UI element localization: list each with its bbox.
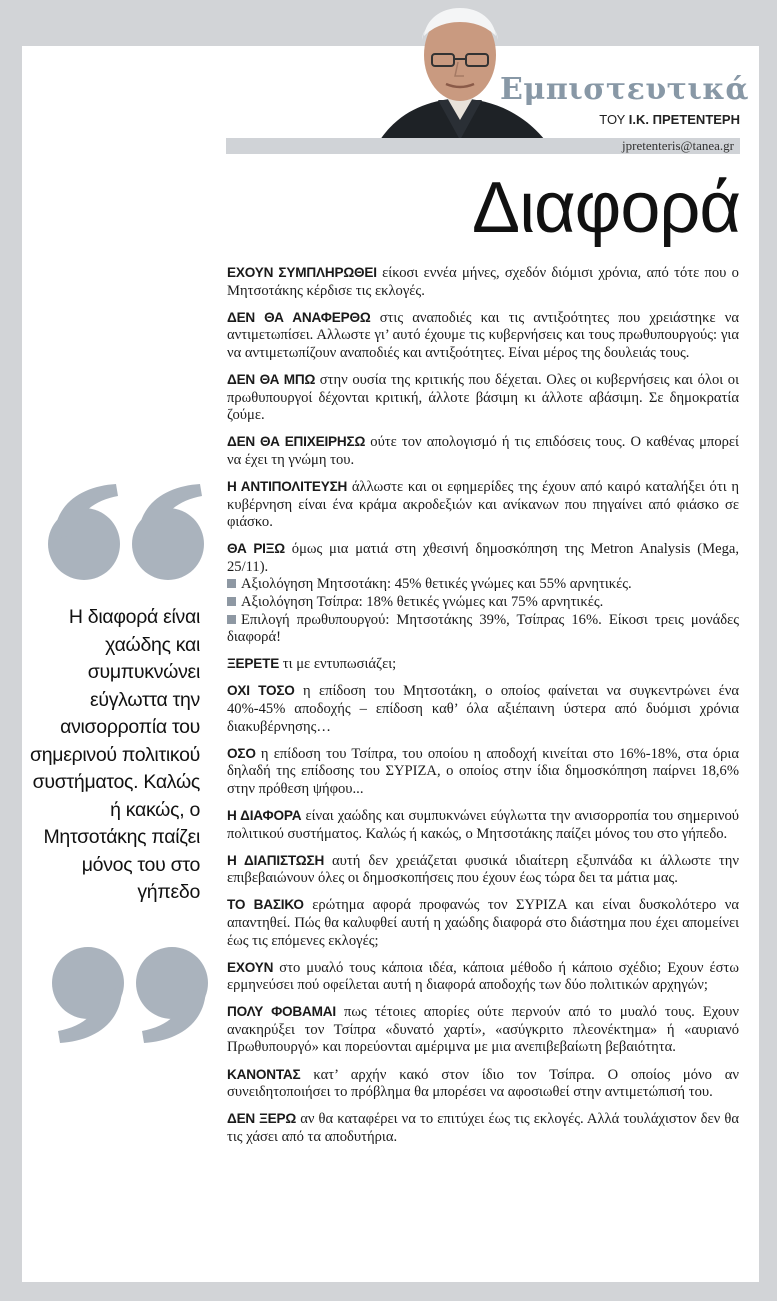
byline-prefix: ΤΟΥ bbox=[599, 112, 626, 127]
paragraph-text: στο μυαλό τους κάποια ιδέα, κάποια μέθοδο ή κάποιο σχέδιο; Εχουν έστω ερμηνεύσει πού οφείλεται αυτή η διαφορά αποδοχής των δύο πολιτικών αρχηγών; bbox=[227, 959, 739, 994]
article-body bbox=[227, 264, 739, 1155]
paragraph-lead: Η ΑΝΤΙΠΟΛΙΤΕΥΣΗ bbox=[227, 478, 348, 494]
paragraph-text: κατ’ αρχήν κακό στον ίδιο τον Τσίπρα. Ο οποίος μόνο αν συνειδητοποιήσει το πρόβλημα θα μπορέσει να αφοσιωθεί στην αντιμετώπισή του. bbox=[227, 1066, 739, 1101]
paragraph bbox=[227, 1003, 739, 1057]
square-bullet-icon bbox=[227, 579, 236, 588]
paragraph-text: αυτή δεν χρειάζεται φυσικά ιδιαίτερη εξυπνάδα κι άλλωστε την επιβεβαιώνουν όλες οι δημοσκοπήσεις που έχουν έως τώρα δει τα μάτια μας. bbox=[227, 852, 739, 887]
paragraph-lead: ΞΕΡΕΤΕ bbox=[227, 656, 280, 672]
paragraph bbox=[227, 682, 739, 736]
paragraph-lead: ΘΑ ΡΙΞΩ bbox=[227, 541, 286, 557]
paragraph bbox=[227, 852, 739, 888]
paragraph-text: η επίδοση του Τσίπρα, του οποίου η αποδοχή κινείται στο 16%-18%, στα όρια δηλαδή της επίδοσης του ΣΥΡΙΖΑ, ο οποίος στην ίδια δημοσκόπηση παίρνει 18,6% στην πρόθεση ψήφου... bbox=[227, 745, 739, 797]
paragraph-text: στις αναποδιές και τις αντιξοότητες που χρειάστηκε να αντιμετωπίσει. Αλλωστε γι’ αυτό έχουμε τις κυβερνήσεις και τους πρωθυπουργούς: για να αντιμετωπίζουν αναποδιές και αντιξοότητες. Είναι μέρος της δουλειάς τους. bbox=[227, 309, 739, 361]
poll-bullet-text: Αξιολόγηση Μητσοτάκη: 45% θετικές γνώμες και 55% αρνητικές. bbox=[241, 576, 632, 593]
paragraph-lead: ΔΕΝ ΞΕΡΩ bbox=[227, 1111, 297, 1127]
paragraph bbox=[227, 1110, 739, 1146]
paragraph-text: άλλωστε και οι εφημερίδες της έχουν από καιρό καταλήξει ότι η κυβέρνηση είναι ένα κράμα ακροδεξιών και ανίκανων που πηγαίνει από φιάσκο σε φιάσκο. bbox=[227, 478, 739, 531]
paragraph-lead: ΚΑΝΟΝΤΑΣ bbox=[227, 1066, 301, 1082]
poll-paragraph bbox=[227, 540, 739, 647]
paragraph-text: αν θα καταφέρει να το επιτύχει έως τις εκλογές. Αλλά τουλάχιστον δεν θα τις χάσει από τα αποδυτήρια. bbox=[227, 1111, 739, 1145]
byline-author: Ι.Κ. ΠΡΕΤΕΝΤΕΡΗ bbox=[628, 112, 740, 127]
paragraph bbox=[227, 1066, 739, 1102]
author-email[interactable]: jpretenteris@tanea.gr bbox=[622, 138, 734, 153]
paragraph-lead: ΟΣΟ bbox=[227, 745, 256, 761]
email-bar bbox=[226, 138, 740, 154]
paragraph bbox=[227, 264, 739, 300]
close-quote-icon bbox=[44, 945, 214, 1045]
paragraph-text: ερώτημα αφορά προφανώς τον ΣΥΡΙΖΑ και είναι δυσκολότερο να απαντηθεί. Πώς θα καλυφθεί αυτή η χαώδης διαφορά στο διάστημα που έχει απομείνει έως τις επόμενες εκλογές; bbox=[227, 897, 739, 949]
paragraph bbox=[227, 807, 739, 843]
paragraph bbox=[227, 896, 739, 950]
poll-bullet bbox=[227, 576, 739, 594]
paragraph-lead: ΤΟ ΒΑΣΙΚΟ bbox=[227, 897, 304, 913]
paragraph-text: όμως μια ματιά στη χθεσινή δημοσκόπηση της Metron Analysis (Mega, 25/11). bbox=[227, 541, 739, 575]
paragraph-lead: Η ΔΙΑΦΟΡΑ bbox=[227, 807, 302, 823]
poll-bullet bbox=[227, 612, 739, 647]
paragraph-lead: ΕΧΟΥΝ ΣΥΜΠΛΗΡΩΘΕΙ bbox=[227, 265, 377, 280]
paragraph-lead: ΟΧΙ ΤΟΣΟ bbox=[227, 683, 295, 699]
square-bullet-icon bbox=[227, 597, 236, 606]
paragraph bbox=[227, 655, 739, 674]
square-bullet-icon bbox=[227, 615, 236, 624]
paragraph-lead: ΕΧΟΥΝ bbox=[227, 959, 274, 975]
paragraph-text: στην ουσία της κριτικής που δέχεται. Ολες οι κυβερνήσεις και όλοι οι πρωθυπουργοί δέχονται κριτική, άλλοτε βάσιμη κι άλλοτε αβάσιμη. Σε δημοκρατία ζούμε. bbox=[227, 371, 739, 424]
paragraph bbox=[227, 745, 739, 799]
paragraph-lead: Η ΔΙΑΠΙΣΤΩΣΗ bbox=[227, 852, 325, 868]
byline bbox=[500, 112, 740, 127]
paragraph-text: είκοσι εννέα μήνες, σχεδόν διόμισι χρόνια, από τότε που ο Μητσοτάκης κέρδισε τις εκλογές. bbox=[227, 265, 739, 299]
poll-bullet bbox=[227, 594, 739, 612]
paragraph-text: τι με εντυπωσιάζει; bbox=[279, 656, 397, 673]
paragraph-text: η επίδοση του Μητσοτάκη, ο οποίος φαίνεται να συγκεντρώνει ένα 40%-45% αποδοχής – επίδοση καθ’ όλα αξιέπαινη ύστερα από δυόμισι χρόνια διακυβέρνησης… bbox=[227, 683, 739, 735]
column-title: Εμπιστευτικά bbox=[500, 72, 749, 107]
paragraph-text: πως τέτοιες απορίες ούτε περνούν από το μυαλό τους. Εχουν ανακηρύξει τον Τσίπρα «δυνατό χαρτί», «ασύγκριτο πλεονέκτημα» ή «αυριανό Πρωθυπουργό» και πορεύονται αμέριμνα με μια ανεπιβεβαίωτη βεβαιότητα. bbox=[227, 1004, 739, 1056]
paragraph-text: ούτε τον απολογισμό ή τις επιδόσεις τους. Ο καθένας μπορεί να έχει τη γνώμη του. bbox=[227, 434, 739, 468]
pull-quote: Η διαφορά είναι χαώδης και συμπυκνώνει εύγλωττα την ανισορροπία του σημερινού πολιτικού συστήματος. Καλώς ή κακώς, ο Μητσοτάκης παίζει μόνος του στο γήπεδο bbox=[30, 606, 201, 903]
poll-bullet-text: Επιλογή πρωθυπουργού: Μητσοτάκης 39%, Τσίπρας 16%. Είκοσι τρεις μονάδες διαφορά! bbox=[227, 611, 739, 646]
paragraph bbox=[227, 433, 739, 469]
open-quote-icon bbox=[44, 482, 214, 582]
paragraph-lead: ΔΕΝ ΘΑ ΑΝΑΦΕΡΘΩ bbox=[227, 309, 371, 325]
paragraph bbox=[227, 371, 739, 425]
paragraph-lead: ΔΕΝ ΘΑ ΜΠΩ bbox=[227, 371, 316, 387]
headline: Διαφορά bbox=[471, 168, 740, 248]
paragraph-lead: ΔΕΝ ΘΑ ΕΠΙΧΕΙΡΗΣΩ bbox=[227, 434, 366, 450]
poll-bullet-text: Αξιολόγηση Τσίπρα: 18% θετικές γνώμες και 75% αρνητικές. bbox=[241, 594, 604, 610]
paragraph bbox=[227, 309, 739, 363]
paragraph bbox=[227, 959, 739, 995]
paragraph-lead: ΠΟΛΥ ΦΟΒΑΜΑΙ bbox=[227, 1004, 336, 1020]
paragraph bbox=[227, 478, 739, 532]
paragraph-text: είναι χαώδης και συμπυκνώνει εύγλωττα την ανισορροπία του σημερινού πολιτικού συστήματος. Καλώς ή κακώς, ο Μητσοτάκης παίζει μόνος του στο γήπεδο. bbox=[227, 807, 739, 842]
